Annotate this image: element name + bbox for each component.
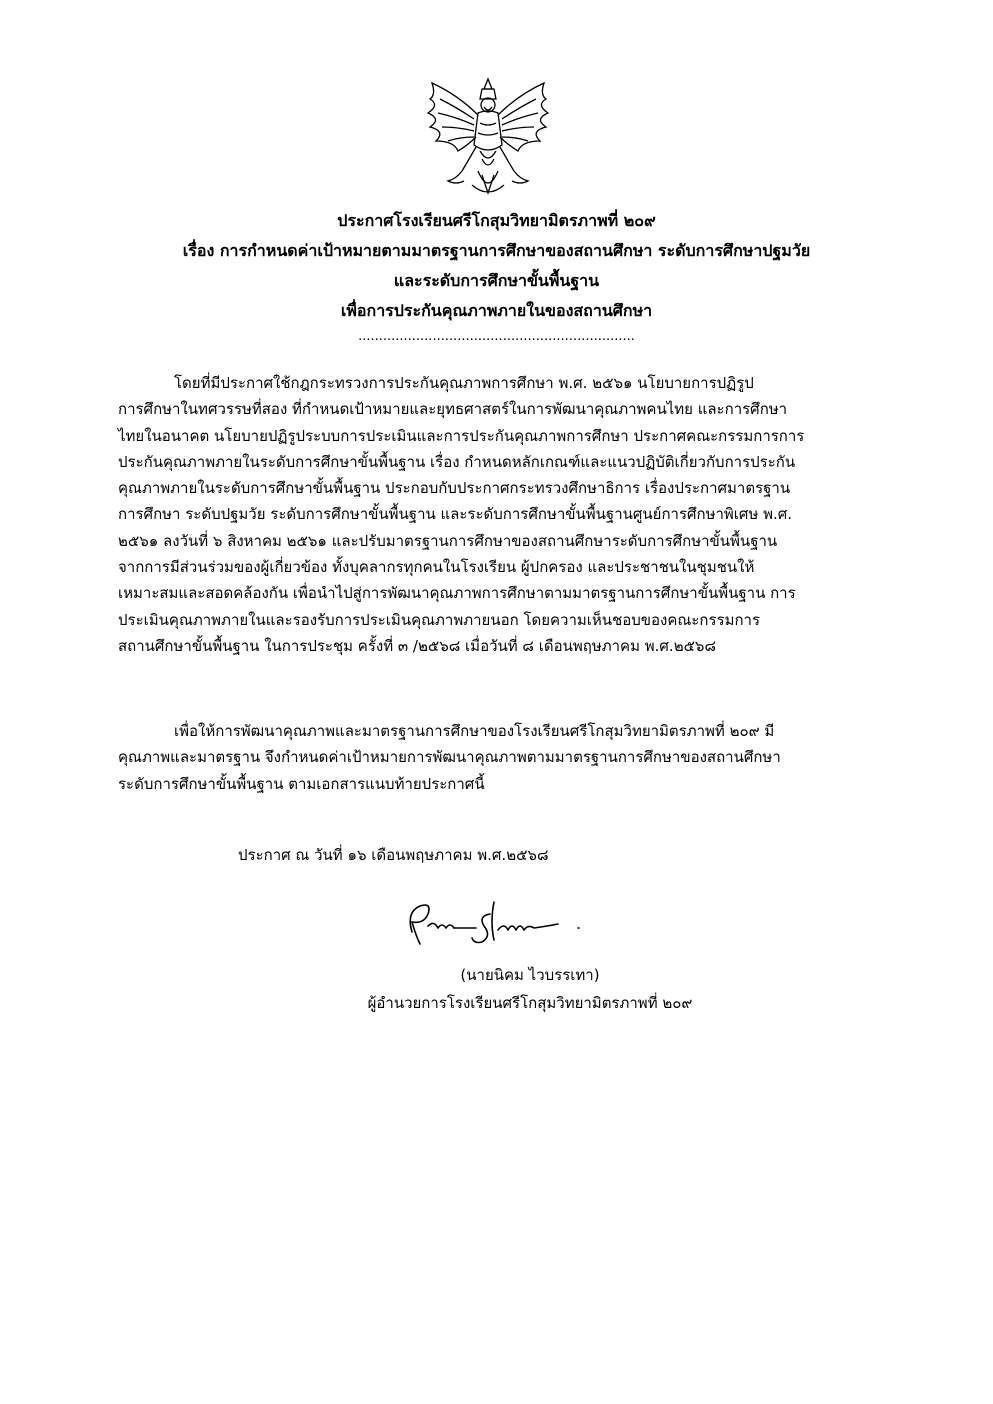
title-line-3: และระดับการศึกษาขั้นพื้นฐาน: [393, 271, 600, 290]
body-paragraph-2: [118, 718, 875, 797]
garuda-emblem-icon: [418, 75, 558, 201]
paragraph-2-line: คุณภาพและมาตรฐาน จึงกำหนดค่าเป้าหมายการพัฒนาคุณภาพตามมาตรฐานการศึกษาของสถานศึกษา: [118, 748, 781, 767]
signatory-name: (นายนิคม ไวบรรเทา): [460, 966, 600, 984]
paragraph-1-line: ประกันคุณภาพภายในระดับการศึกษาขั้นพื้นฐาน เรื่อง กำหนดหลักเกณฑ์และแนวปฏิบัติเกี่ยวกับการประกัน: [118, 452, 796, 471]
paragraph-1-line: สถานศึกษาขั้นพื้นฐาน ในการประชุม ครั้งที่ ๓ /๒๕๖๘ เมื่อวันที่ ๘ เดือนพฤษภาคม พ.ศ.๒๕๖๘: [118, 636, 717, 655]
title-line-1: ประกาศโรงเรียนศรีโกสุมวิทยามิตรภาพที่ ๒๐๙: [337, 211, 656, 230]
dotted-separator: ...................................................................: [358, 329, 635, 344]
paragraph-1-line: จากการมีส่วนร่วมของผู้เกี่ยวข้อง ทั้งบุคลากรทุกคนในโรงเรียน ผู้ปกครอง และประชาชนในชุมชนให้: [118, 558, 755, 577]
paragraph-1-line: ประเมินคุณภาพภายในและรองรับการประเมินคุณภาพภายนอก โดยความเห็นชอบของคณะกรรมการ: [118, 610, 761, 629]
paragraph-1-line: ไทยในอนาคต นโยบายปฏิรูประบบการประเมินและการประกันคุณภาพการศึกษา ประกาศคณะกรรมการการ: [118, 426, 805, 445]
body-paragraph-1: [118, 370, 875, 659]
handwritten-signature: [398, 892, 598, 952]
signatory-position: ผู้อำนวยการโรงเรียนศรีโกสุมวิทยามิตรภาพที่ ๒๐๙: [367, 994, 693, 1012]
paragraph-2-line: ระดับการศึกษาขั้นพื้นฐาน ตามเอกสารแนบท้ายประกาศนี้: [118, 774, 485, 793]
paragraph-1-line: การศึกษา ระดับปฐมวัย ระดับการศึกษาขั้นพื้นฐาน และระดับการศึกษาขั้นพื้นฐานศูนย์การศึกษาพิเศษ พ.ศ.: [118, 505, 793, 524]
announcement-title-block: [60, 206, 933, 348]
paragraph-1-line: โดยที่มีประกาศใช้กฎกระทรวงการประกันคุณภาพการศึกษา พ.ศ. ๒๕๖๑ นโยบายการปฏิรูป: [174, 374, 754, 392]
paragraph-1-line: คุณภาพภายในระดับการศึกษาขั้นพื้นฐาน ประกอบกับประกาศกระทรวงศึกษาธิการ เรื่องประกาศมาตรฐาน: [118, 479, 791, 498]
paragraph-1-line: ๒๕๖๑ ลงวันที่ ๖ สิงหาคม ๒๕๖๑ และปรับมาตรฐานการศึกษาของสถานศึกษาระดับการศึกษาขั้นพื้นฐาน: [118, 531, 778, 550]
paragraph-2-line: เพื่อให้การพัฒนาคุณภาพและมาตรฐานการศึกษาของโรงเรียนศรีโกสุมวิทยามิตรภาพที่ ๒๐๙ มี: [174, 722, 775, 740]
title-line-2: เรื่อง การกำหนดค่าเป้าหมายตามมาตรฐานการศึกษาของสถานศึกษา ระดับการศึกษาปฐมวัย: [182, 241, 811, 260]
title-line-4: เพื่อการประกันคุณภาพภายในของสถานศึกษา: [340, 301, 653, 320]
paragraph-1-line: เหมาะสมและสอดคล้องกัน เพื่อนำไปสู่การพัฒนาคุณภาพการศึกษาตามมาตรฐานการศึกษาขั้นพื้นฐาน การ: [118, 584, 796, 603]
announcement-date: ประกาศ ณ วันที่ ๑๖ เดือนพฤษภาคม พ.ศ.๒๕๖๘: [238, 846, 549, 864]
paragraph-1-line: การศึกษาในทศวรรษที่สอง ที่กำหนดเป้าหมายและยุทธศาสตร์ในการพัฒนาคุณภาพคนไทย และการศึกษา: [118, 400, 788, 419]
